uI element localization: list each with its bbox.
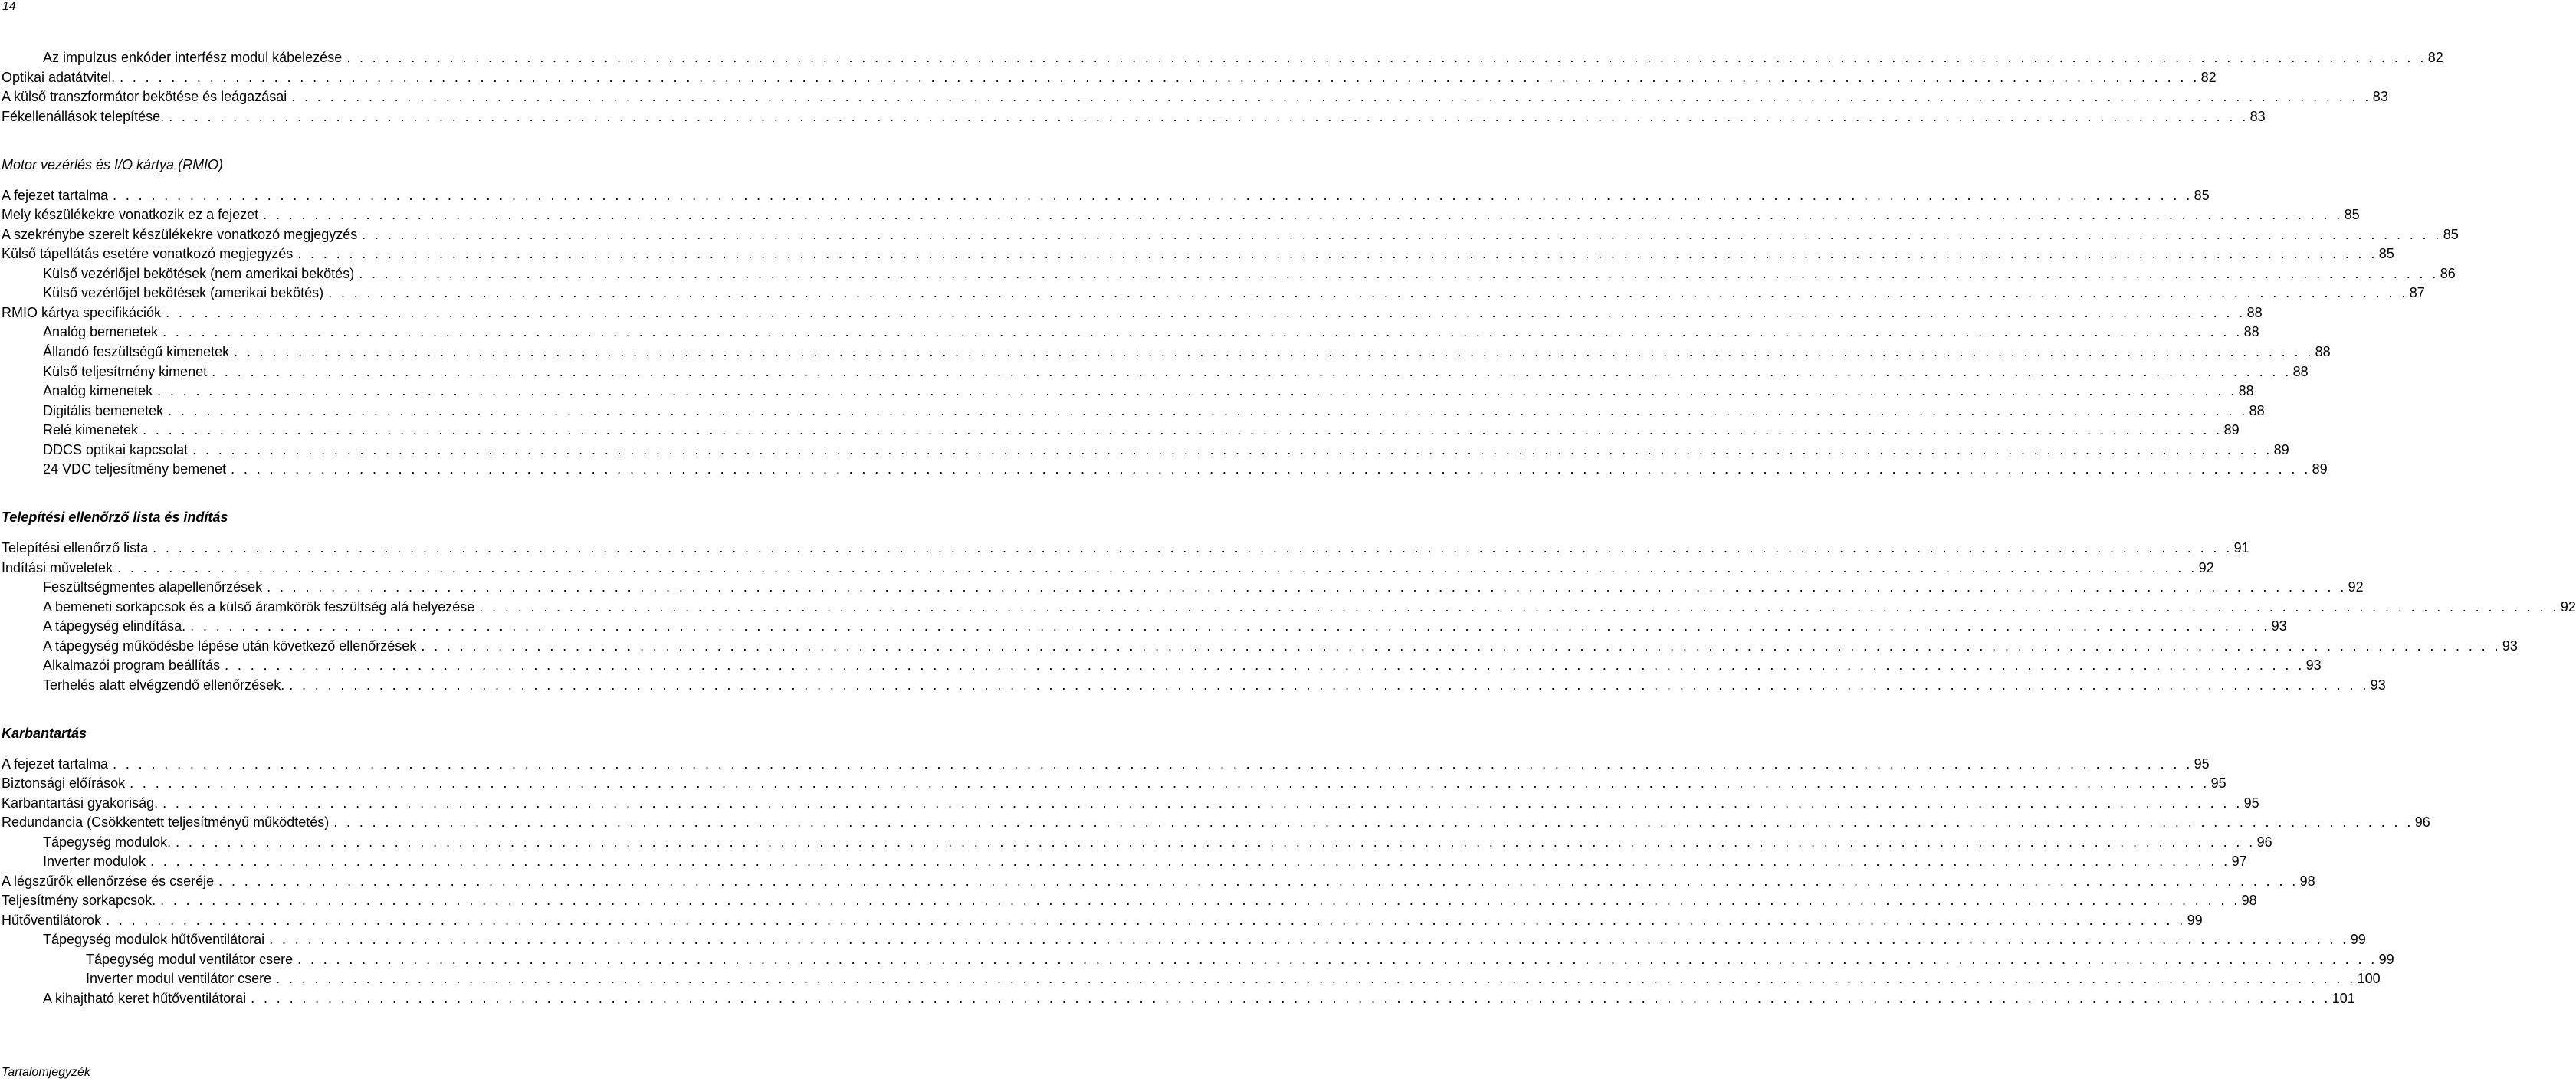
toc-entry[interactable] [0,87,2388,106]
toc-entry-title: A fejezet tartalma [2,188,109,203]
toc-entry-title: Külső vezérlőjel bekötések (nem amerikai bekötés) [43,266,355,281]
toc-entry[interactable] [0,755,2210,773]
toc-entry[interactable] [0,107,2266,126]
toc-entry[interactable] [0,989,2355,1008]
toc-entry[interactable] [0,244,2394,263]
toc-entry-page: 99 [2378,952,2394,967]
footer-title: Tartalomjegyzék [2,1066,90,1079]
toc-entry-title: Inverter modulok [43,854,146,869]
toc-entry-title: Állandó feszültségű kimenetek [43,344,230,359]
toc-entry-page: 88 [2238,383,2254,398]
toc-leader-dots: . . . . . . . . . . . . . . . . . . . . . . . . . . . . . . . . . . . . . . . . . . . . . . . . . . . . . . . . . . . . . . . . . . . . . . . . . . . . . . . . . . . . . . . . . . . . . . . . . . . . . . . . . . . . . . . . . . . . . . . . . . . . . . . . . . . . . . . . . . . . . . . . . . . . . . . . . . . . . . . . . . [333,815,2414,830]
chapter-heading[interactable]: Telepítési ellenőrző lista és indítás [2,510,228,525]
toc-entry[interactable] [0,598,2576,616]
toc-entry[interactable] [0,969,2381,988]
toc-leader-dots: . . . . . . . . . . . . . . . . . . . . . . . . . . . . . . . . . . . . . . . . . . . . . . . . . . . . . . . . . . . . . . . . . . . . . . . . . . . . . . . . . . . . . . . . . . . . . . . . . . . . . . . . . . . . . . . . . . . . . . . . . . . . . . . . . . . . . . . . . . . . . . . . . . . . . . . . . . . . . . . . . . [297,246,2377,261]
toc-entry-page: 85 [2378,246,2394,261]
toc-leader-dots: . . . . . . . . . . . . . . . . . . . . . . . . . . . . . . . . . . . . . . . . . . . . . . . . . . . . . . . . . . . . . . . . . . . . . . . . . . . . . . . . . . . . . . . . . . . . . . . . . . . . . . . . . . . . . . . . . . . . . . . . . . . . . . . . . . . . . . . . . . . . . . . . . . . . . . . . . . . . . . . . . . [362,227,2442,242]
toc-entry-title: A légszűrők ellenőrzése és cseréje [2,874,215,889]
toc-entry-title: Biztonsági előírások [2,775,126,791]
toc-entry-page: 99 [2350,932,2366,947]
toc-entry-title: A tápegység működésbe lépése után következő ellenőrzések [43,638,417,654]
toc-entry-page: 92 [2348,579,2364,595]
toc-entry-page: 86 [2440,266,2456,281]
toc-leader-dots: . . . . . . . . . . . . . . . . . . . . . . . . . . . . . . . . . . . . . . . . . . . . . . . . . . . . . . . . . . . . . . . . . . . . . . . . . . . . . . . . . . . . . . . . . . . . . . . . . . . . . . . . . . . . . . . . . . . . . . . . . . . . . . . . . . . . . . . . . . . . . . . . . . . . . . . . . . . . . . . . . . [421,638,2501,654]
toc-entry-page: 85 [2194,188,2210,203]
toc-entry[interactable] [0,343,2331,361]
toc-entry[interactable] [0,68,2217,87]
toc-entry-title: Hűtőventilátorok [2,913,102,928]
toc-entry-title: A kihajtható keret hűtőventilátorai [43,991,247,1006]
toc-entry-page: 98 [2241,893,2257,908]
toc-entry-title: Indítási műveletek [2,560,113,575]
toc-entry-title: Az impulzus enkóder interfész modul kábelezése [43,50,343,65]
toc-entry[interactable] [0,930,2366,949]
toc-leader-dots: . . . . . . . . . . . . . . . . . . . . . . . . . . . . . . . . . . . . . . . . . . . . . . . . . . . . . . . . . . . . . . . . . . . . . . . . . . . . . . . . . . . . . . . . . . . . . . . . . . . . . . . . . . . . . . . . . . . . . . . . . . . . . . . . . . . . . . . . . . . . . . . . . . . . . . . . . . . . . . . . . . [130,775,2210,791]
toc-entry-page: 88 [2249,403,2265,418]
toc-entry-page: 88 [2315,344,2331,359]
chapter-heading[interactable]: Motor vezérlés és I/O kártya (RMIO) [2,157,224,172]
toc-entry-page: 88 [2292,364,2309,379]
toc-entry[interactable] [0,362,2309,381]
toc-leader-dots: . . . . . . . . . . . . . . . . . . . . . . . . . . . . . . . . . . . . . . . . . . . . . . . . . . . . . . . . . . . . . . . . . . . . . . . . . . . . . . . . . . . . . . . . . . . . . . . . . . . . . . . . . . . . . . . . . . . . . . . . . . . . . . . . . . . . . . . . . . . . . . . . . . . . . . . . . . . . . . . . . . [160,893,2240,908]
toc-entry[interactable] [0,833,2272,851]
toc-entry[interactable] [0,48,2443,67]
toc-leader-dots: . . . . . . . . . . . . . . . . . . . . . . . . . . . . . . . . . . . . . . . . . . . . . . . . . . . . . . . . . . . . . . . . . . . . . . . . . . . . . . . . . . . . . . . . . . . . . . . . . . . . . . . . . . . . . . . . . . . . . . . . . . . . . . . . . . . . . . . . . . . . . . . . . . . . . . . . . . . . . . . . . . [162,324,2243,339]
toc-entry-title: Tápegység modulok hűtőventilátorai [43,932,265,947]
toc-entry-title: 24 VDC teljesítmény bemenet [43,461,227,477]
toc-entry-page: 93 [2502,638,2518,654]
toc-entry-page: 85 [2344,207,2360,222]
toc-leader-dots: . . . . . . . . . . . . . . . . . . . . . . . . . . . . . . . . . . . . . . . . . . . . . . . . . . . . . . . . . . . . . . . . . . . . . . . . . . . . . . . . . . . . . . . . . . . . . . . . . . . . . . . . . . . . . . . . . . . . . . . . . . . . . . . . . . . . . . . . . . . . . . . . . . . . . . . . . . . . . . . . . . [289,677,2369,693]
toc-leader-dots: . . . . . . . . . . . . . . . . . . . . . . . . . . . . . . . . . . . . . . . . . . . . . . . . . . . . . . . . . . . . . . . . . . . . . . . . . . . . . . . . . . . . . . . . . . . . . . . . . . . . . . . . . . . . . . . . . . . . . . . . . . . . . . . . . . . . . . . . . . . . . . . . . . . . . . . . . . . . . . . . . . [120,70,2200,85]
toc-entry-title: A külső transzformátor bekötése és leágazásai [2,89,287,104]
toc-entry[interactable] [0,637,2518,655]
toc-leader-dots: . . . . . . . . . . . . . . . . . . . . . . . . . . . . . . . . . . . . . . . . . . . . . . . . . . . . . . . . . . . . . . . . . . . . . . . . . . . . . . . . . . . . . . . . . . . . . . . . . . . . . . . . . . . . . . . . . . . . . . . . . . . . . . . . . . . . . . . . . . . . . . . . . . . . . . . . . . . . . . . . . . [168,403,2248,418]
toc-leader-dots: . . . . . . . . . . . . . . . . . . . . . . . . . . . . . . . . . . . . . . . . . . . . . . . . . . . . . . . . . . . . . . . . . . . . . . . . . . . . . . . . . . . . . . . . . . . . . . . . . . . . . . . . . . . . . . . . . . . . . . . . . . . . . . . . . . . . . . . . . . . . . . . . . . . . . . . . . . . . . . . . . . [251,991,2331,1006]
toc-entry-page: 93 [2271,618,2287,634]
toc-leader-dots: . . . . . . . . . . . . . . . . . . . . . . . . . . . . . . . . . . . . . . . . . . . . . . . . . . . . . . . . . . . . . . . . . . . . . . . . . . . . . . . . . . . . . . . . . . . . . . . . . . . . . . . . . . . . . . . . . . . . . . . . . . . . . . . . . . . . . . . . . . . . . . . . . . . . . . . . . . . . . . . . . . [297,952,2377,967]
toc-leader-dots: . . . . . . . . . . . . . . . . . . . . . . . . . . . . . . . . . . . . . . . . . . . . . . . . . . . . . . . . . . . . . . . . . . . . . . . . . . . . . . . . . . . . . . . . . . . . . . . . . . . . . . . . . . . . . . . . . . . . . . . . . . . . . . . . . . . . . . . . . . . . . . . . . . . . . . . . . . . . . . . . . . [169,109,2249,124]
toc-entry-page: 93 [2370,677,2386,693]
toc-entry-page: 89 [2223,422,2240,438]
toc-entry-title: A tápegység elindítása. [43,618,186,634]
toc-entry-title: Digitális bemenetek [43,403,164,418]
toc-entry-title: Telepítési ellenőrző lista [2,540,149,556]
toc-entry-page: 100 [2357,971,2381,986]
toc-entry-title: RMIO kártya specifikációk [2,305,162,320]
toc-entry-title: Tápegység modulok. [43,834,172,850]
toc-entry[interactable] [0,911,2203,929]
toc-entry-title: Inverter modul ventilátor csere [86,971,272,986]
toc-entry-page: 88 [2243,324,2259,339]
toc-entry[interactable] [0,225,2459,244]
toc-leader-dots: . . . . . . . . . . . . . . . . . . . . . . . . . . . . . . . . . . . . . . . . . . . . . . . . . . . . . . . . . . . . . . . . . . . . . . . . . . . . . . . . . . . . . . . . . . . . . . . . . . . . . . . . . . . . . . . . . . . . . . . . . . . . . . . . . . . . . . . . . . . . . . . . . . . . . . . . . . . . . . . . . . [113,188,2193,203]
toc-entry[interactable] [0,891,2257,910]
toc-entry[interactable] [0,303,2263,322]
toc-entry-title: Fékellenállások telepítése. [2,109,165,124]
toc-leader-dots: . . . . . . . . . . . . . . . . . . . . . . . . . . . . . . . . . . . . . . . . . . . . . . . . . . . . . . . . . . . . . . . . . . . . . . . . . . . . . . . . . . . . . . . . . . . . . . . . . . . . . . . . . . . . . . . . . . . . . . . . . . . . . . . . . . . . . . . . . . . . . . . . . . . . . . . . . . . . . . . . . . [143,422,2223,438]
toc-entry-title: Redundancia (Csökkentett teljesítményű működtetés) [2,815,330,830]
toc-entry-page: 96 [2256,834,2272,850]
toc-entry-title: A bemeneti sorkapcsok és a külső áramkörök feszültség alá helyezése [43,599,475,615]
toc-entry-title: Alkalmazói program beállítás [43,657,221,673]
toc-leader-dots: . . . . . . . . . . . . . . . . . . . . . . . . . . . . . . . . . . . . . . . . . . . . . . . . . . . . . . . . . . . . . . . . . . . . . . . . . . . . . . . . . . . . . . . . . . . . . . . . . . . . . . . . . . . . . . . . . . . . . . . . . . . . . . . . . . . . . . . . . . . . . . . . . . . . . . . . . . . . . . . . . . [212,364,2292,379]
toc-leader-dots: . . . . . . . . . . . . . . . . . . . . . . . . . . . . . . . . . . . . . . . . . . . . . . . . . . . . . . . . . . . . . . . . . . . . . . . . . . . . . . . . . . . . . . . . . . . . . . . . . . . . . . . . . . . . . . . . . . . . . . . . . . . . . . . . . . . . . . . . . . . . . . . . . . . . . . . . . . . . . . . . . . [276,971,2356,986]
toc-leader-dots: . . . . . . . . . . . . . . . . . . . . . . . . . . . . . . . . . . . . . . . . . . . . . . . . . . . . . . . . . . . . . . . . . . . . . . . . . . . . . . . . . . . . . . . . . . . . . . . . . . . . . . . . . . . . . . . . . . . . . . . . . . . . . . . . . . . . . . . . . . . . . . . . . . . . . . . . . . . . . . . . . . [328,285,2408,300]
chapter-heading[interactable]: Karbantartás [2,726,87,741]
toc-entry-page: 87 [2409,285,2425,300]
toc-leader-dots: . . . . . . . . . . . . . . . . . . . . . . . . . . . . . . . . . . . . . . . . . . . . . . . . . . . . . . . . . . . . . . . . . . . . . . . . . . . . . . . . . . . . . . . . . . . . . . . . . . . . . . . . . . . . . . . . . . . . . . . . . . . . . . . . . . . . . . . . . . . . . . . . . . . . . . . . . . . . . . . . . . [176,834,2256,850]
toc-entry-title: Optikai adatátvitel. [2,70,116,85]
toc-entry[interactable] [0,559,2214,577]
toc-entry-title: Külső teljesítmény kimenet [43,364,208,379]
toc-entry[interactable] [0,813,2430,831]
toc-entry-page: 93 [2305,657,2322,673]
toc-entry-title: Tápegység modul ventilátor csere [86,952,294,967]
toc-entry-title: Feszültségmentes alapellenőrzések [43,579,263,595]
toc-entry-page: 88 [2246,305,2263,320]
toc-entry-title: DDCS optikai kapcsolat [43,442,189,457]
toc-leader-dots: . . . . . . . . . . . . . . . . . . . . . . . . . . . . . . . . . . . . . . . . . . . . . . . . . . . . . . . . . . . . . . . . . . . . . . . . . . . . . . . . . . . . . . . . . . . . . . . . . . . . . . . . . . . . . . . . . . . . . . . . . . . . . . . . . . . . . . . . . . . . . . . . . . . . . . . . . . . . . . . . . . [162,795,2243,811]
toc-entry[interactable] [0,284,2425,302]
toc-entry[interactable] [0,402,2265,420]
toc-leader-dots: . . . . . . . . . . . . . . . . . . . . . . . . . . . . . . . . . . . . . . . . . . . . . . . . . . . . . . . . . . . . . . . . . . . . . . . . . . . . . . . . . . . . . . . . . . . . . . . . . . . . . . . . . . . . . . . . . . . . . . . . . . . . . . . . . . . . . . . . . . . . . . . . . . . . . . . . . . . . . . . . . . [192,442,2272,457]
toc-leader-dots: . . . . . . . . . . . . . . . . . . . . . . . . . . . . . . . . . . . . . . . . . . . . . . . . . . . . . . . . . . . . . . . . . . . . . . . . . . . . . . . . . . . . . . . . . . . . . . . . . . . . . . . . . . . . . . . . . . . . . . . . . . . . . . . . . . . . . . . . . . . . . . . . . . . . . . . . . . . . . . . . . . [231,461,2311,477]
toc-leader-dots: . . . . . . . . . . . . . . . . . . . . . . . . . . . . . . . . . . . . . . . . . . . . . . . . . . . . . . . . . . . . . . . . . . . . . . . . . . . . . . . . . . . . . . . . . . . . . . . . . . . . . . . . . . . . . . . . . . . . . . . . . . . . . . . . . . . . . . . . . . . . . . . . . . . . . . . . . . . . . . . . . . [234,344,2314,359]
toc-entry-page: 98 [2299,874,2315,889]
toc-leader-dots: . . . . . . . . . . . . . . . . . . . . . . . . . . . . . . . . . . . . . . . . . . . . . . . . . . . . . . . . . . . . . . . . . . . . . . . . . . . . . . . . . . . . . . . . . . . . . . . . . . . . . . . . . . . . . . . . . . . . . . . . . . . . . . . . . . . . . . . . . . . . . . . . . . . . . . . . . . . . . . . . . . [269,932,2349,947]
toc-entry-page: 99 [2187,913,2203,928]
toc-entry[interactable] [0,950,2394,969]
toc-entry-page: 83 [2372,89,2388,104]
toc-entry-title: A fejezet tartalma [2,756,109,772]
toc-entry-title: Külső tápellátás esetére vonatkozó megjegyzés [2,246,294,261]
toc-entry[interactable] [0,539,2249,557]
toc-entry-page: 95 [2194,756,2210,772]
toc-entry-title: Mely készülékekre vonatkozik ez a fejezet [2,207,259,222]
toc-entry-title: Analóg kimenetek [43,383,153,398]
toc-leader-dots: . . . . . . . . . . . . . . . . . . . . . . . . . . . . . . . . . . . . . . . . . . . . . . . . . . . . . . . . . . . . . . . . . . . . . . . . . . . . . . . . . . . . . . . . . . . . . . . . . . . . . . . . . . . . . . . . . . . . . . . . . . . . . . . . . . . . . . . . . . . . . . . . . . . . . . . . . . . . . . . . . . [117,560,2197,575]
toc-entry-title: Analóg bemenetek [43,324,159,339]
toc-entry-title: Terhelés alatt elvégzendő ellenőrzések. [43,677,285,693]
toc-entry[interactable] [0,264,2456,283]
toc-entry[interactable] [0,852,2247,870]
toc-leader-dots: . . . . . . . . . . . . . . . . . . . . . . . . . . . . . . . . . . . . . . . . . . . . . . . . . . . . . . . . . . . . . . . . . . . . . . . . . . . . . . . . . . . . . . . . . . . . . . . . . . . . . . . . . . . . . . . . . . . . . . . . . . . . . . . . . . . . . . . . . . . . . . . . . . . . . . . . . . . . . . . . . . [157,383,2237,398]
toc-leader-dots: . . . . . . . . . . . . . . . . . . . . . . . . . . . . . . . . . . . . . . . . . . . . . . . . . . . . . . . . . . . . . . . . . . . . . . . . . . . . . . . . . . . . . . . . . . . . . . . . . . . . . . . . . . . . . . . . . . . . . . . . . . . . . . . . . . . . . . . . . . . . . . . . . . . . . . . . . . . . . . . . . . [479,599,2559,615]
toc-entry-page: 101 [2332,991,2355,1006]
toc-leader-dots: . . . . . . . . . . . . . . . . . . . . . . . . . . . . . . . . . . . . . . . . . . . . . . . . . . . . . . . . . . . . . . . . . . . . . . . . . . . . . . . . . . . . . . . . . . . . . . . . . . . . . . . . . . . . . . . . . . . . . . . . . . . . . . . . . . . . . . . . . . . . . . . . . . . . . . . . . . . . . . . . . . [291,89,2371,104]
toc-leader-dots: . . . . . . . . . . . . . . . . . . . . . . . . . . . . . . . . . . . . . . . . . . . . . . . . . . . . . . . . . . . . . . . . . . . . . . . . . . . . . . . . . . . . . . . . . . . . . . . . . . . . . . . . . . . . . . . . . . . . . . . . . . . . . . . . . . . . . . . . . . . . . . . . . . . . . . . . . . . . . . . . . . [225,657,2305,673]
toc-entry[interactable] [0,774,2227,792]
toc-leader-dots: . . . . . . . . . . . . . . . . . . . . . . . . . . . . . . . . . . . . . . . . . . . . . . . . . . . . . . . . . . . . . . . . . . . . . . . . . . . . . . . . . . . . . . . . . . . . . . . . . . . . . . . . . . . . . . . . . . . . . . . . . . . . . . . . . . . . . . . . . . . . . . . . . . . . . . . . . . . . . . . . . . [113,756,2193,772]
toc-entry-page: 89 [2312,461,2328,477]
toc-entry[interactable] [0,421,2240,439]
toc-entry[interactable] [0,872,2315,890]
toc-entry[interactable] [0,656,2322,674]
toc-entry[interactable] [0,617,2287,635]
toc-entry-page: 82 [2200,70,2217,85]
toc-entry-page: 92 [2198,560,2214,575]
toc-entry[interactable] [0,676,2386,694]
toc-entry-title: A szekrénybe szerelt készülékekre vonatkozó megjegyzés [2,227,358,242]
toc-entry[interactable] [0,382,2254,400]
toc-entry-page: 82 [2427,50,2443,65]
toc-entry-title: Relé kimenetek [43,422,139,438]
toc-leader-dots: . . . . . . . . . . . . . . . . . . . . . . . . . . . . . . . . . . . . . . . . . . . . . . . . . . . . . . . . . . . . . . . . . . . . . . . . . . . . . . . . . . . . . . . . . . . . . . . . . . . . . . . . . . . . . . . . . . . . . . . . . . . . . . . . . . . . . . . . . . . . . . . . . . . . . . . . . . . . . . . . . . [106,913,2186,928]
toc-entry-page: 92 [2560,599,2576,615]
toc-entry[interactable] [0,578,2364,596]
toc-entry-page: 85 [2443,227,2459,242]
toc-entry-page: 97 [2231,854,2247,869]
toc-entry-title: Karbantartási gyakoriság. [2,795,159,811]
toc-leader-dots: . . . . . . . . . . . . . . . . . . . . . . . . . . . . . . . . . . . . . . . . . . . . . . . . . . . . . . . . . . . . . . . . . . . . . . . . . . . . . . . . . . . . . . . . . . . . . . . . . . . . . . . . . . . . . . . . . . . . . . . . . . . . . . . . . . . . . . . . . . . . . . . . . . . . . . . . . . . . . . . . . . [263,207,2343,222]
toc-entry-page: 83 [2249,109,2266,124]
toc-entry[interactable] [0,794,2259,812]
toc-leader-dots: . . . . . . . . . . . . . . . . . . . . . . . . . . . . . . . . . . . . . . . . . . . . . . . . . . . . . . . . . . . . . . . . . . . . . . . . . . . . . . . . . . . . . . . . . . . . . . . . . . . . . . . . . . . . . . . . . . . . . . . . . . . . . . . . . . . . . . . . . . . . . . . . . . . . . . . . . . . . . . . . . . [190,618,2270,634]
toc-leader-dots: . . . . . . . . . . . . . . . . . . . . . . . . . . . . . . . . . . . . . . . . . . . . . . . . . . . . . . . . . . . . . . . . . . . . . . . . . . . . . . . . . . . . . . . . . . . . . . . . . . . . . . . . . . . . . . . . . . . . . . . . . . . . . . . . . . . . . . . . . . . . . . . . . . . . . . . . . . . . . . . . . . [346,50,2427,65]
toc-entry[interactable] [0,441,2289,459]
toc-entry-page: 96 [2414,815,2430,830]
toc-entry[interactable] [0,186,2210,205]
toc-entry-page: 89 [2273,442,2289,457]
toc-entry-title: Teljesítmény sorkapcsok. [2,893,156,908]
toc-entry[interactable] [0,205,2360,224]
toc-entry[interactable] [0,460,2328,478]
toc-leader-dots: . . . . . . . . . . . . . . . . . . . . . . . . . . . . . . . . . . . . . . . . . . . . . . . . . . . . . . . . . . . . . . . . . . . . . . . . . . . . . . . . . . . . . . . . . . . . . . . . . . . . . . . . . . . . . . . . . . . . . . . . . . . . . . . . . . . . . . . . . . . . . . . . . . . . . . . . . . . . . . . . . . [267,579,2347,595]
page-number: 14 [2,0,16,13]
toc-leader-dots: . . . . . . . . . . . . . . . . . . . . . . . . . . . . . . . . . . . . . . . . . . . . . . . . . . . . . . . . . . . . . . . . . . . . . . . . . . . . . . . . . . . . . . . . . . . . . . . . . . . . . . . . . . . . . . . . . . . . . . . . . . . . . . . . . . . . . . . . . . . . . . . . . . . . . . . . . . . . . . . . . . [153,540,2233,556]
toc-leader-dots: . . . . . . . . . . . . . . . . . . . . . . . . . . . . . . . . . . . . . . . . . . . . . . . . . . . . . . . . . . . . . . . . . . . . . . . . . . . . . . . . . . . . . . . . . . . . . . . . . . . . . . . . . . . . . . . . . . . . . . . . . . . . . . . . . . . . . . . . . . . . . . . . . . . . . . . . . . . . . . . . . . [218,874,2299,889]
toc-entry-title: Külső vezérlőjel bekötések (amerikai bekötés) [43,285,324,300]
toc-entry[interactable] [0,323,2259,341]
toc-entry-page: 91 [2233,540,2249,556]
toc-leader-dots: . . . . . . . . . . . . . . . . . . . . . . . . . . . . . . . . . . . . . . . . . . . . . . . . . . . . . . . . . . . . . . . . . . . . . . . . . . . . . . . . . . . . . . . . . . . . . . . . . . . . . . . . . . . . . . . . . . . . . . . . . . . . . . . . . . . . . . . . . . . . . . . . . . . . . . . . . . . . . . . . . . [359,266,2439,281]
toc-leader-dots: . . . . . . . . . . . . . . . . . . . . . . . . . . . . . . . . . . . . . . . . . . . . . . . . . . . . . . . . . . . . . . . . . . . . . . . . . . . . . . . . . . . . . . . . . . . . . . . . . . . . . . . . . . . . . . . . . . . . . . . . . . . . . . . . . . . . . . . . . . . . . . . . . . . . . . . . . . . . . . . . . . [150,854,2230,869]
toc-entry-page: 95 [2210,775,2227,791]
toc-leader-dots: . . . . . . . . . . . . . . . . . . . . . . . . . . . . . . . . . . . . . . . . . . . . . . . . . . . . . . . . . . . . . . . . . . . . . . . . . . . . . . . . . . . . . . . . . . . . . . . . . . . . . . . . . . . . . . . . . . . . . . . . . . . . . . . . . . . . . . . . . . . . . . . . . . . . . . . . . . . . . . . . . . [166,305,2246,320]
toc-entry-page: 95 [2243,795,2259,811]
